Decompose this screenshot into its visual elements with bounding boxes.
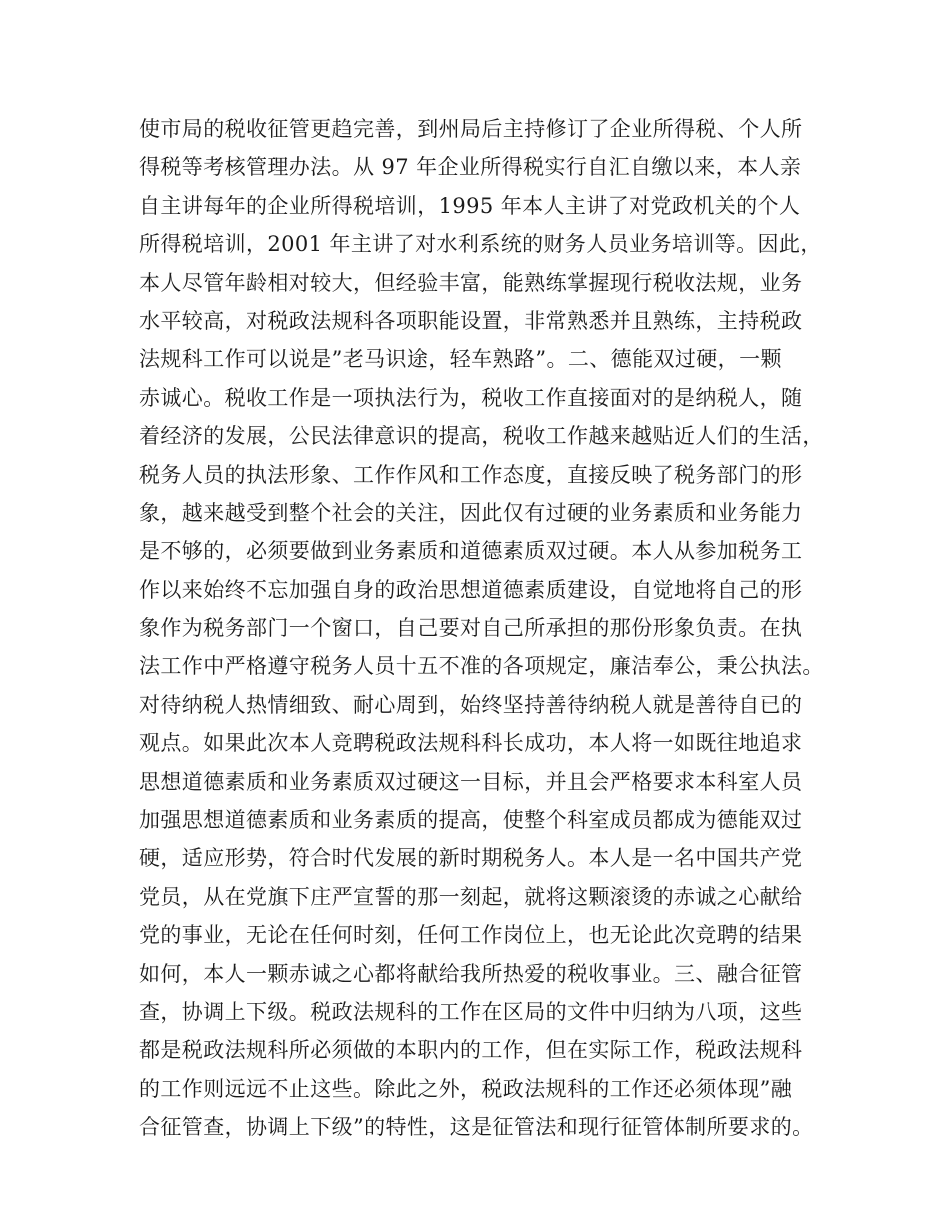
text-line-3: 自主讲每年的企业所得税培训，1995 年本人主讲了对党政机关的个人 — [139, 193, 801, 218]
body-paragraph — [139, 110, 839, 1147]
text-line-15: 法工作中严格遵守税务人员十五不准的各项规定，廉洁奉公，秉公执法。 — [139, 654, 824, 679]
text-line-7: 法规科工作可以说是”老马识途，轻车熟路”。二、德能双过硬，一颗 — [139, 347, 782, 372]
text-line-20: 硬，适应形势，符合时代发展的新时期税务人。本人是一名中国共产党 — [139, 846, 803, 871]
text-line-25: 都是税政法规科所必须做的本职内的工作，但在实际工作，税政法规科 — [139, 1038, 803, 1063]
text-line-13: 作以来始终不忘加强自身的政治思想道德素质建设，自觉地将自己的形 — [139, 577, 803, 602]
text-line-16: 对待纳税人热情细致、耐心周到，始终坚持善待纳税人就是善待自已的 — [139, 692, 803, 717]
text-line-27: 合征管查，协调上下级”的特性，这是征管法和现行征管体制所要求的。 — [139, 1115, 814, 1140]
text-line-9: 着经济的发展，公民法律意识的提高，税收工作越来越贴近人们的生活， — [139, 424, 824, 449]
text-line-5: 本人尽管年龄相对较大，但经验丰富，能熟练掌握现行税收法规，业务 — [139, 270, 803, 295]
text-line-17: 观点。如果此次本人竞聘税政法规科科长成功，本人将一如既往地追求 — [139, 731, 803, 756]
text-line-23: 如何，本人一颗赤诚之心都将献给我所热爱的税收事业。三、融合征管 — [139, 961, 803, 986]
text-line-18: 思想道德素质和业务素质双过硬这一目标，并且会严格要求本科室人员 — [139, 769, 803, 794]
text-line-2: 得税等考核管理办法。从 97 年企业所得税实行自汇自缴以来，本人亲 — [139, 155, 802, 180]
text-line-19: 加强思想道德素质和业务素质的提高，使整个科室成员都成为德能双过 — [139, 808, 803, 833]
text-line-24: 查，协调上下级。税政法规科的工作在区局的文件中归纳为八项，这些 — [139, 999, 803, 1024]
text-line-14: 象作为税务部门一个窗口，自己要对自己所承担的那份形象负责。在执 — [139, 616, 803, 641]
text-line-10: 税务人员的执法形象、工作作风和工作态度，直接反映了税务部门的形 — [139, 462, 803, 487]
text-line-1: 使市局的税收征管更趋完善，到州局后主持修订了企业所得税、个人所 — [139, 117, 803, 141]
text-line-26: 的工作则远远不止这些。除此之外，税政法规科的工作还必须体现”融 — [139, 1076, 793, 1101]
text-line-11: 象，越来越受到整个社会的关注，因此仅有过硬的业务素质和业务能力 — [139, 500, 803, 525]
text-line-6: 水平较高，对税政法规科各项职能设置，非常熟悉并且熟练，主持税政 — [139, 308, 803, 333]
text-line-4: 所得税培训，2001 年主讲了对水利系统的财务人员业务培训等。因此， — [139, 232, 822, 257]
text-line-12: 是不够的，必须要做到业务素质和道德素质双过硬。本人从参加税务工 — [139, 539, 803, 564]
text-line-21: 党员，从在党旗下庄严宣誓的那一刻起，就将这颗滚烫的赤诚之心献给 — [139, 884, 803, 909]
text-line-8: 赤诚心。税收工作是一项执法行为，税收工作直接面对的是纳税人，随 — [139, 385, 803, 410]
text-line-22: 党的事业，无论在任何时刻，任何工作岗位上，也无论此次竞聘的结果 — [139, 923, 803, 948]
